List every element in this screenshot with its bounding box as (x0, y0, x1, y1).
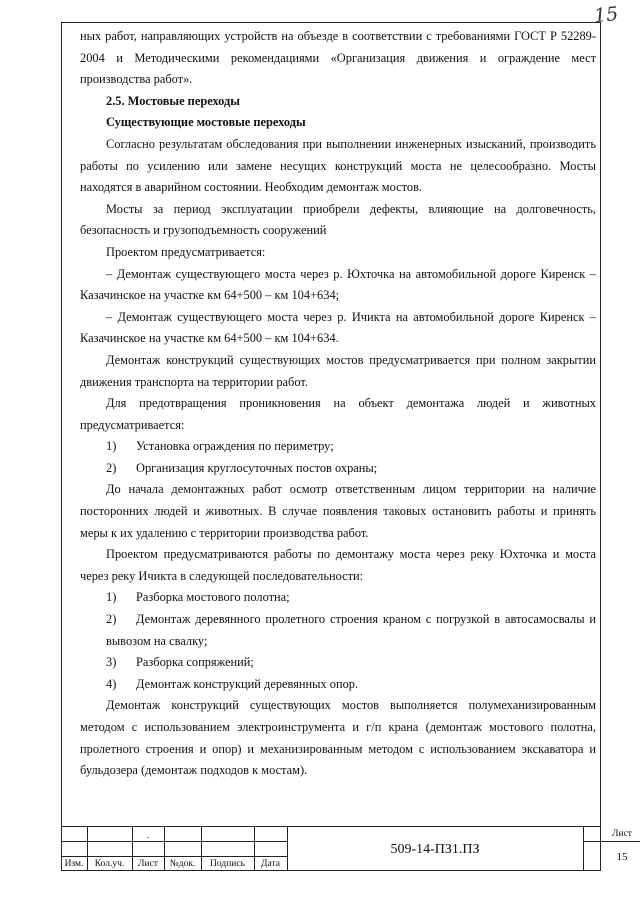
list-item-number: 3) (106, 655, 117, 670)
paragraph: До начала демонтажных работ осмотр ответственным лицом территории на наличие посторонних людей и животных. В случае появления таковых остановить работы и принять меры к их удалению с территории производства работ. (80, 482, 596, 540)
paragraph: Мосты за период эксплуатации приобрели дефекты, влияющие на долговечность, безопасность и грузоподъемность сооружений (80, 201, 596, 238)
list-item (80, 674, 596, 696)
section-heading: 2.5. Мостовые переходы (106, 93, 240, 108)
title-block (61, 826, 632, 871)
stamp-label-count: Кол.уч. (94, 859, 125, 869)
list-item (80, 458, 596, 480)
sheet-number: 15 (616, 851, 628, 863)
list-item-number: 1) (106, 590, 117, 605)
list-item-text: Демонтаж конструкций деревянных опор. (136, 676, 359, 691)
paragraph: Проектом предусматривается: (106, 244, 266, 259)
document-body (80, 26, 596, 782)
stamp-label-change: Изм. (64, 859, 84, 869)
list-item-text: Организация круглосуточных постов охраны; (136, 460, 378, 475)
paragraph: Демонтаж конструкций существующих мостов предусматривается при полном закрытии движения транспорта на территории работ. (80, 352, 596, 389)
stamp-label-signature: Подпись (210, 859, 245, 869)
paragraph: Демонтаж конструкций существующих мостов выполняется полумеханизированным методом с использованием электроинструмента и г/п крана (демонтаж мостового полотна, пролетного строения и опор) и механизированным методом с использованием экскаватора и бульдозера (демонтаж подходов к мостам). (80, 698, 596, 778)
stamp-label-docnum: №док. (169, 859, 196, 869)
paragraph: – Демонтаж существующего моста через р. Юхточка на автомобильной дороге Киренск – Казачинское на участке км 64+500 – км 104+634; (80, 266, 596, 303)
list-item-text: Демонтаж деревянного пролетного строения краном с погрузкой в автосамосвалы и вывозом на свалку; (106, 612, 596, 648)
list-item (80, 652, 596, 674)
list-item-number: 1) (106, 439, 117, 454)
list-item (80, 609, 596, 652)
list-item-text: Установка ограждения по периметру; (136, 439, 334, 454)
list-item-text: Разборка мостового полотна; (136, 590, 290, 605)
paragraph: Для предотвращения проникновения на объект демонтажа людей и животных предусматривается: (80, 396, 596, 432)
list-item-number: 2) (106, 460, 117, 475)
paragraph: Проектом предусматриваются работы по демонтажу моста через реку Юхточка и моста через реку Ичикта в следующей последовательности: (80, 547, 596, 583)
list-item (80, 436, 596, 458)
list-item (80, 587, 596, 609)
paragraph: Согласно результатам обследования при выполнении инженерных изысканий, производить работы по усилению или замене несущих конструкций моста не целесообразно. Мосты находятся в аварийном состоянии. Необходим демонтаж мостов. (80, 136, 596, 195)
list-item-number: 4) (106, 676, 117, 691)
stamp-dot: . (147, 830, 150, 840)
list-item-text: Разборка сопряжений; (136, 655, 254, 670)
handwritten-page-number: 15 (592, 2, 620, 28)
paragraph: – Демонтаж существующего моста через р. Ичикта на автомобильной дороге Киренск – Казачинское на участке км 64+500 – км 104+634. (80, 309, 596, 346)
list-item-number: 2) (106, 612, 117, 627)
paragraph: ных работ, направляющих устройств на объезде в соответствии с требованиями ГОСТ Р 52289-2004 и Методическими рекомендациями «Организация движения и ограждение мест производства работ». (80, 29, 596, 87)
sheet-label: Лист (612, 829, 632, 839)
section-heading: Существующие мостовые переходы (106, 115, 306, 130)
stamp-label-date: Дата (261, 859, 280, 869)
stamp-label-sheet: Лист (138, 859, 158, 869)
document-code: 509-14-ПЗ1.ПЗ (390, 841, 480, 857)
